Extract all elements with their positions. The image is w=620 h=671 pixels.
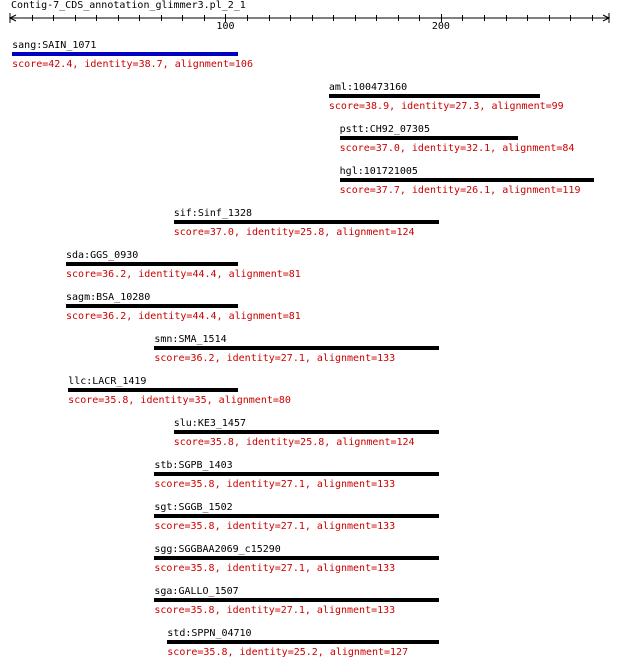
- hit-alignment-bar[interactable]: [154, 346, 438, 350]
- hit-stats-label: score=35.8, identity=27.1, alignment=133: [154, 563, 396, 574]
- hit-name-label[interactable]: slu:KE3_1457: [173, 418, 246, 429]
- hit-stats-label: score=36.2, identity=44.4, alignment=81: [66, 269, 301, 280]
- hit-name-label[interactable]: std:SPPN_04710: [167, 628, 252, 639]
- hit-alignment-bar[interactable]: [66, 304, 238, 308]
- hit-stats-label: score=36.2, identity=44.4, alignment=81: [66, 311, 301, 322]
- hit-name-label[interactable]: sda:GGS_0930: [66, 250, 139, 261]
- ruler-tick-label: 200: [431, 21, 450, 32]
- hit-alignment-bar[interactable]: [174, 430, 439, 434]
- ruler-tick-label: 100: [216, 21, 235, 32]
- hit-stats-label: score=35.8, identity=25.2, alignment=127: [167, 647, 409, 658]
- hit-stats-label: score=37.0, identity=32.1, alignment=84: [339, 143, 575, 154]
- hit-stats-label: score=36.2, identity=27.1, alignment=133: [154, 353, 396, 364]
- hit-stats-label: score=38.9, identity=27.3, alignment=99: [328, 101, 564, 112]
- hit-alignment-bar[interactable]: [340, 136, 519, 140]
- hit-stats-label: score=42.4, identity=38.7, alignment=106: [12, 59, 253, 70]
- position-ruler: [0, 0, 620, 30]
- hit-name-label[interactable]: aml:100473160: [328, 82, 408, 93]
- diagram-title: Contig-7_CDS_annotation_glimmer3.pl_2_1: [11, 0, 246, 11]
- hit-name-label[interactable]: sgg:SGGBAA2069_c15290: [154, 544, 281, 555]
- hit-name-label[interactable]: pstt:CH92_07305: [339, 124, 430, 135]
- hit-stats-label: score=35.8, identity=27.1, alignment=133: [154, 605, 396, 616]
- hit-stats-label: score=35.8, identity=27.1, alignment=133: [154, 479, 396, 490]
- hit-stats-label: score=35.8, identity=35, alignment=80: [68, 395, 291, 406]
- hit-alignment-bar[interactable]: [154, 556, 438, 560]
- hit-name-label[interactable]: sga:GALLO_1507: [154, 586, 239, 597]
- hit-alignment-bar[interactable]: [66, 262, 238, 266]
- hit-name-label[interactable]: sagm:BSA_10280: [66, 292, 151, 303]
- hit-name-label[interactable]: sang:SAIN_1071: [12, 40, 97, 51]
- hit-stats-label: score=37.7, identity=26.1, alignment=119: [339, 185, 581, 196]
- hit-name-label[interactable]: sgt:SGGB_1502: [154, 502, 233, 513]
- hit-alignment-bar[interactable]: [154, 472, 438, 476]
- hit-stats-label: score=35.8, identity=25.8, alignment=124: [173, 437, 415, 448]
- hit-name-label[interactable]: sif:Sinf_1328: [173, 208, 253, 219]
- hit-alignment-bar[interactable]: [154, 598, 438, 602]
- hit-alignment-bar[interactable]: [154, 514, 438, 518]
- hit-name-label[interactable]: smn:SMA_1514: [154, 334, 227, 345]
- hit-alignment-bar[interactable]: [340, 178, 594, 182]
- hit-alignment-bar[interactable]: [68, 388, 238, 392]
- hit-name-label[interactable]: hgl:101721005: [339, 166, 418, 177]
- hit-stats-label: score=35.8, identity=27.1, alignment=133: [154, 521, 396, 532]
- hit-stats-label: score=37.0, identity=25.8, alignment=124: [173, 227, 415, 238]
- hit-name-label[interactable]: stb:SGPB_1403: [154, 460, 233, 471]
- hit-name-label[interactable]: llc:LACR_1419: [68, 376, 147, 387]
- hit-alignment-bar[interactable]: [167, 640, 438, 644]
- hit-alignment-bar[interactable]: [174, 220, 439, 224]
- query-alignment-bar[interactable]: [12, 52, 238, 56]
- hit-alignment-bar[interactable]: [329, 94, 540, 98]
